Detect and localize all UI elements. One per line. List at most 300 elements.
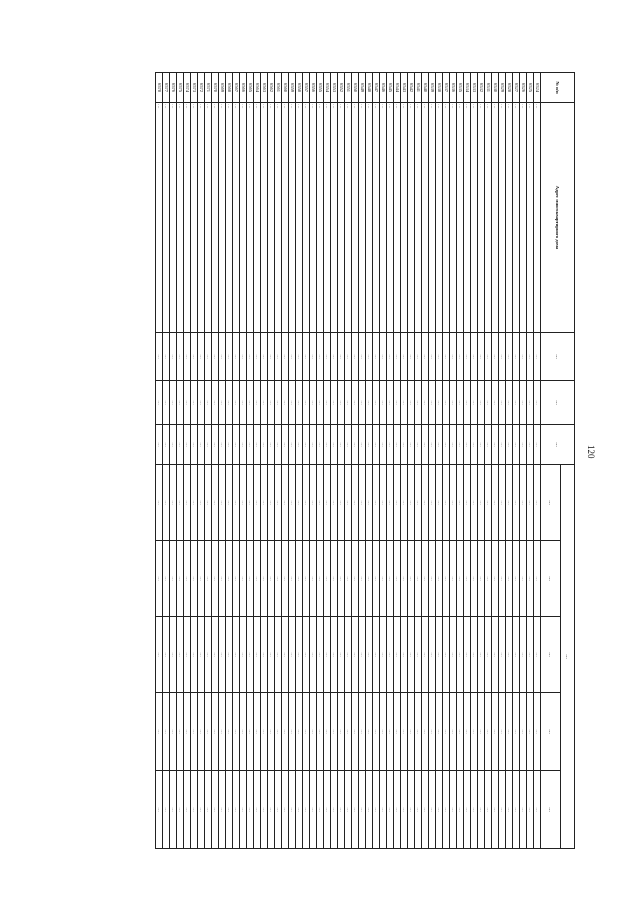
cell-floors: … xyxy=(520,381,527,425)
cell-num: 6554 xyxy=(324,73,331,103)
cell-work-3: … xyxy=(499,617,506,693)
table-row xyxy=(254,73,261,849)
cell-work-3: … xyxy=(310,617,317,693)
cell-num: 6565 xyxy=(247,73,254,103)
table-row xyxy=(387,73,394,849)
cell-floors: … xyxy=(394,381,401,425)
cell-num: 6561 xyxy=(275,73,282,103)
cell-area: … xyxy=(401,425,408,465)
cell-work-1: … xyxy=(436,465,443,541)
cell-address: … xyxy=(436,103,443,333)
cell-num: 6527 xyxy=(513,73,520,103)
cell-work-5: … xyxy=(401,771,408,849)
cell-work-1: … xyxy=(394,465,401,541)
cell-address: … xyxy=(331,103,338,333)
cell-work-1: … xyxy=(261,465,268,541)
cell-num: 6559 xyxy=(289,73,296,103)
cell-num: 6556 xyxy=(310,73,317,103)
cell-work-2: … xyxy=(268,541,275,617)
cell-year: … xyxy=(464,333,471,381)
cell-num: 6549 xyxy=(359,73,366,103)
cell-num: 6544 xyxy=(394,73,401,103)
cell-work-2: … xyxy=(275,541,282,617)
cell-floors: … xyxy=(366,381,373,425)
cell-work-1: … xyxy=(366,465,373,541)
cell-floors: … xyxy=(240,381,247,425)
cell-work-2: … xyxy=(506,541,513,617)
cell-work-4: … xyxy=(219,693,226,771)
cell-num: 6541 xyxy=(415,73,422,103)
cell-work-1: … xyxy=(317,465,324,541)
cell-num: 6574 xyxy=(184,73,191,103)
cell-work-2: … xyxy=(471,541,478,617)
cell-num: 6571 xyxy=(205,73,212,103)
cell-work-4: … xyxy=(177,693,184,771)
cell-work-5: … xyxy=(254,771,261,849)
cell-address: … xyxy=(352,103,359,333)
cell-work-2: … xyxy=(485,541,492,617)
cell-work-3: … xyxy=(464,617,471,693)
cell-address: … xyxy=(268,103,275,333)
cell-address: … xyxy=(401,103,408,333)
cell-year: … xyxy=(352,333,359,381)
cell-area: … xyxy=(513,425,520,465)
cell-area: … xyxy=(268,425,275,465)
cell-work-2: … xyxy=(366,541,373,617)
cell-work-4: … xyxy=(212,693,219,771)
cell-work-4: … xyxy=(345,693,352,771)
cell-area: … xyxy=(352,425,359,465)
cell-address: … xyxy=(261,103,268,333)
cell-work-4: … xyxy=(520,693,527,771)
cell-work-1: … xyxy=(373,465,380,541)
cell-area: … xyxy=(310,425,317,465)
cell-work-1: … xyxy=(275,465,282,541)
table-row xyxy=(219,73,226,849)
cell-num: 6569 xyxy=(219,73,226,103)
cell-area: … xyxy=(436,425,443,465)
page-number: 120 xyxy=(586,445,596,459)
cell-area: … xyxy=(198,425,205,465)
cell-work-4: … xyxy=(422,693,429,771)
header-work-3: … xyxy=(541,617,561,693)
cell-floors: … xyxy=(205,381,212,425)
cell-address: … xyxy=(219,103,226,333)
cell-work-3: … xyxy=(534,617,541,693)
cell-num: 6560 xyxy=(282,73,289,103)
cell-work-5: … xyxy=(156,771,163,849)
cell-floors: … xyxy=(170,381,177,425)
table-row xyxy=(471,73,478,849)
cell-work-1: … xyxy=(352,465,359,541)
cell-num: 6563 xyxy=(261,73,268,103)
cell-work-3: … xyxy=(303,617,310,693)
cell-work-2: … xyxy=(296,541,303,617)
cell-floors: … xyxy=(324,381,331,425)
cell-address: … xyxy=(247,103,254,333)
cell-work-5: … xyxy=(450,771,457,849)
cell-area: … xyxy=(422,425,429,465)
table-row xyxy=(359,73,366,849)
cell-address: … xyxy=(492,103,499,333)
cell-year: … xyxy=(289,333,296,381)
cell-floors: … xyxy=(282,381,289,425)
cell-work-1: … xyxy=(289,465,296,541)
cell-area: … xyxy=(534,425,541,465)
cell-num: 6540 xyxy=(422,73,429,103)
cell-work-5: … xyxy=(429,771,436,849)
cell-work-5: … xyxy=(282,771,289,849)
cell-work-3: … xyxy=(520,617,527,693)
cell-year: … xyxy=(513,333,520,381)
cell-floors: … xyxy=(296,381,303,425)
cell-work-1: … xyxy=(212,465,219,541)
cell-area: … xyxy=(254,425,261,465)
cell-work-2: … xyxy=(233,541,240,617)
cell-area: … xyxy=(464,425,471,465)
cell-year: … xyxy=(520,333,527,381)
cell-address: … xyxy=(359,103,366,333)
table-row xyxy=(534,73,541,849)
cell-work-4: … xyxy=(289,693,296,771)
cell-work-3: … xyxy=(219,617,226,693)
table-row xyxy=(352,73,359,849)
cell-num: 6577 xyxy=(163,73,170,103)
cell-work-4: … xyxy=(254,693,261,771)
cell-year: … xyxy=(261,333,268,381)
cell-work-1: … xyxy=(226,465,233,541)
cell-work-2: … xyxy=(324,541,331,617)
cell-area: … xyxy=(331,425,338,465)
cell-floors: … xyxy=(247,381,254,425)
cell-floors: … xyxy=(331,381,338,425)
cell-year: … xyxy=(282,333,289,381)
cell-work-5: … xyxy=(310,771,317,849)
cell-num: 6533 xyxy=(471,73,478,103)
cell-num: 6536 xyxy=(450,73,457,103)
cell-work-4: … xyxy=(436,693,443,771)
cell-work-5: … xyxy=(345,771,352,849)
cell-work-5: … xyxy=(422,771,429,849)
cell-work-5: … xyxy=(471,771,478,849)
cell-num: 6557 xyxy=(303,73,310,103)
cell-address: … xyxy=(317,103,324,333)
cell-work-2: … xyxy=(226,541,233,617)
cell-work-5: … xyxy=(177,771,184,849)
cell-floors: … xyxy=(177,381,184,425)
cell-work-3: … xyxy=(429,617,436,693)
cell-work-4: … xyxy=(282,693,289,771)
cell-work-5: … xyxy=(205,771,212,849)
cell-area: … xyxy=(338,425,345,465)
cell-work-1: … xyxy=(191,465,198,541)
cell-work-1: … xyxy=(303,465,310,541)
cell-year: … xyxy=(156,333,163,381)
cell-work-3: … xyxy=(373,617,380,693)
cell-num: 6529 xyxy=(499,73,506,103)
cell-work-2: … xyxy=(457,541,464,617)
table-row xyxy=(282,73,289,849)
table-row xyxy=(366,73,373,849)
cell-area: … xyxy=(240,425,247,465)
cell-address: … xyxy=(205,103,212,333)
cell-address: … xyxy=(520,103,527,333)
cell-year: … xyxy=(527,333,534,381)
cell-work-4: … xyxy=(394,693,401,771)
cell-work-2: … xyxy=(450,541,457,617)
table-row xyxy=(170,73,177,849)
cell-num: 6550 xyxy=(352,73,359,103)
cell-work-1: … xyxy=(387,465,394,541)
cell-area: … xyxy=(443,425,450,465)
cell-work-4: … xyxy=(191,693,198,771)
table-row xyxy=(408,73,415,849)
cell-work-2: … xyxy=(380,541,387,617)
cell-floors: … xyxy=(471,381,478,425)
cell-work-3: … xyxy=(527,617,534,693)
table-row xyxy=(268,73,275,849)
cell-work-3: … xyxy=(254,617,261,693)
cell-work-1: … xyxy=(198,465,205,541)
table-row xyxy=(198,73,205,849)
cell-num: 6543 xyxy=(401,73,408,103)
header-floors: … xyxy=(541,381,575,425)
cell-work-3: … xyxy=(212,617,219,693)
cell-address: … xyxy=(450,103,457,333)
cell-area: … xyxy=(408,425,415,465)
header-works-group: … xyxy=(561,465,575,849)
cell-work-2: … xyxy=(163,541,170,617)
cell-num: 6526 xyxy=(520,73,527,103)
cell-num: 6575 xyxy=(177,73,184,103)
cell-work-1: … xyxy=(478,465,485,541)
cell-work-3: … xyxy=(513,617,520,693)
cell-floors: … xyxy=(191,381,198,425)
cell-work-3: … xyxy=(191,617,198,693)
cell-num: 6578 xyxy=(156,73,163,103)
cell-work-4: … xyxy=(198,693,205,771)
cell-work-1: … xyxy=(499,465,506,541)
table-row xyxy=(289,73,296,849)
cell-work-2: … xyxy=(345,541,352,617)
table-row xyxy=(212,73,219,849)
cell-year: … xyxy=(240,333,247,381)
cell-work-3: … xyxy=(478,617,485,693)
cell-work-2: … xyxy=(310,541,317,617)
cell-area: … xyxy=(345,425,352,465)
table-row xyxy=(457,73,464,849)
cell-num: 6558 xyxy=(296,73,303,103)
cell-work-1: … xyxy=(233,465,240,541)
cell-work-2: … xyxy=(352,541,359,617)
cell-work-5: … xyxy=(331,771,338,849)
cell-work-1: … xyxy=(429,465,436,541)
cell-address: … xyxy=(513,103,520,333)
cell-area: … xyxy=(226,425,233,465)
cell-num: 6576 xyxy=(170,73,177,103)
cell-work-4: … xyxy=(275,693,282,771)
cell-work-1: … xyxy=(163,465,170,541)
cell-address: … xyxy=(212,103,219,333)
cell-work-4: … xyxy=(268,693,275,771)
cell-work-5: … xyxy=(499,771,506,849)
cell-work-3: … xyxy=(401,617,408,693)
cell-year: … xyxy=(443,333,450,381)
header-address: Адрес многоквартирного дома xyxy=(541,103,575,333)
cell-work-3: … xyxy=(450,617,457,693)
cell-floors: … xyxy=(198,381,205,425)
cell-work-1: … xyxy=(324,465,331,541)
table-row xyxy=(478,73,485,849)
cell-floors: … xyxy=(408,381,415,425)
cell-area: … xyxy=(429,425,436,465)
cell-address: … xyxy=(303,103,310,333)
cell-num: 6567 xyxy=(233,73,240,103)
cell-num: 6534 xyxy=(464,73,471,103)
table-row xyxy=(261,73,268,849)
cell-year: … xyxy=(338,333,345,381)
cell-floors: … xyxy=(359,381,366,425)
cell-address: … xyxy=(233,103,240,333)
cell-address: … xyxy=(527,103,534,333)
table-row xyxy=(233,73,240,849)
table-row xyxy=(240,73,247,849)
cell-area: … xyxy=(205,425,212,465)
cell-address: … xyxy=(478,103,485,333)
cell-work-2: … xyxy=(359,541,366,617)
cell-floors: … xyxy=(275,381,282,425)
cell-work-3: … xyxy=(366,617,373,693)
table-row xyxy=(506,73,513,849)
cell-area: … xyxy=(275,425,282,465)
cell-year: … xyxy=(212,333,219,381)
cell-area: … xyxy=(499,425,506,465)
cell-work-4: … xyxy=(261,693,268,771)
cell-work-2: … xyxy=(464,541,471,617)
cell-year: … xyxy=(177,333,184,381)
table-body xyxy=(156,73,541,849)
cell-num: 6530 xyxy=(492,73,499,103)
cell-work-4: … xyxy=(317,693,324,771)
cell-work-3: … xyxy=(338,617,345,693)
cell-work-2: … xyxy=(191,541,198,617)
table-row xyxy=(191,73,198,849)
cell-area: … xyxy=(527,425,534,465)
cell-floors: … xyxy=(345,381,352,425)
cell-address: … xyxy=(310,103,317,333)
cell-work-1: … xyxy=(450,465,457,541)
cell-area: … xyxy=(492,425,499,465)
cell-num: 6538 xyxy=(436,73,443,103)
cell-year: … xyxy=(506,333,513,381)
cell-work-3: … xyxy=(268,617,275,693)
cell-work-1: … xyxy=(156,465,163,541)
cell-work-5: … xyxy=(478,771,485,849)
cell-work-1: … xyxy=(380,465,387,541)
cell-area: … xyxy=(219,425,226,465)
table-row xyxy=(177,73,184,849)
cell-work-4: … xyxy=(338,693,345,771)
cell-num: 6572 xyxy=(198,73,205,103)
cell-year: … xyxy=(359,333,366,381)
cell-work-2: … xyxy=(415,541,422,617)
table-row xyxy=(415,73,422,849)
cell-address: … xyxy=(415,103,422,333)
cell-area: … xyxy=(485,425,492,465)
cell-work-4: … xyxy=(324,693,331,771)
table-row xyxy=(345,73,352,849)
cell-work-2: … xyxy=(219,541,226,617)
cell-work-4: … xyxy=(163,693,170,771)
cell-floors: … xyxy=(401,381,408,425)
cell-work-4: … xyxy=(478,693,485,771)
cell-address: … xyxy=(499,103,506,333)
cell-work-4: … xyxy=(380,693,387,771)
cell-work-3: … xyxy=(380,617,387,693)
cell-work-2: … xyxy=(436,541,443,617)
cell-year: … xyxy=(275,333,282,381)
cell-work-2: … xyxy=(478,541,485,617)
cell-work-1: … xyxy=(268,465,275,541)
cell-work-5: … xyxy=(380,771,387,849)
cell-work-4: … xyxy=(527,693,534,771)
cell-work-4: … xyxy=(492,693,499,771)
cell-work-3: … xyxy=(205,617,212,693)
header-area: … xyxy=(541,425,575,465)
cell-address: … xyxy=(282,103,289,333)
cell-year: … xyxy=(198,333,205,381)
cell-address: … xyxy=(471,103,478,333)
cell-address: … xyxy=(422,103,429,333)
cell-work-1: … xyxy=(506,465,513,541)
cell-work-5: … xyxy=(163,771,170,849)
cell-work-2: … xyxy=(520,541,527,617)
table-row xyxy=(331,73,338,849)
cell-work-5: … xyxy=(198,771,205,849)
cell-address: … xyxy=(240,103,247,333)
cell-work-4: … xyxy=(534,693,541,771)
cell-address: … xyxy=(289,103,296,333)
cell-year: … xyxy=(499,333,506,381)
cell-work-5: … xyxy=(408,771,415,849)
cell-work-1: … xyxy=(422,465,429,541)
cell-work-4: … xyxy=(184,693,191,771)
cell-floors: … xyxy=(534,381,541,425)
cell-work-4: … xyxy=(156,693,163,771)
cell-work-2: … xyxy=(373,541,380,617)
cell-floors: … xyxy=(464,381,471,425)
cell-year: … xyxy=(450,333,457,381)
cell-address: … xyxy=(177,103,184,333)
cell-area: … xyxy=(478,425,485,465)
cell-work-1: … xyxy=(170,465,177,541)
cell-work-4: … xyxy=(464,693,471,771)
cell-floors: … xyxy=(387,381,394,425)
table-row xyxy=(401,73,408,849)
cell-floors: … xyxy=(492,381,499,425)
cell-floors: … xyxy=(156,381,163,425)
cell-year: … xyxy=(205,333,212,381)
cell-work-1: … xyxy=(240,465,247,541)
cell-area: … xyxy=(282,425,289,465)
table-row xyxy=(443,73,450,849)
cell-work-5: … xyxy=(170,771,177,849)
cell-address: … xyxy=(338,103,345,333)
cell-year: … xyxy=(387,333,394,381)
cell-year: … xyxy=(373,333,380,381)
cell-work-1: … xyxy=(219,465,226,541)
cell-work-3: … xyxy=(177,617,184,693)
